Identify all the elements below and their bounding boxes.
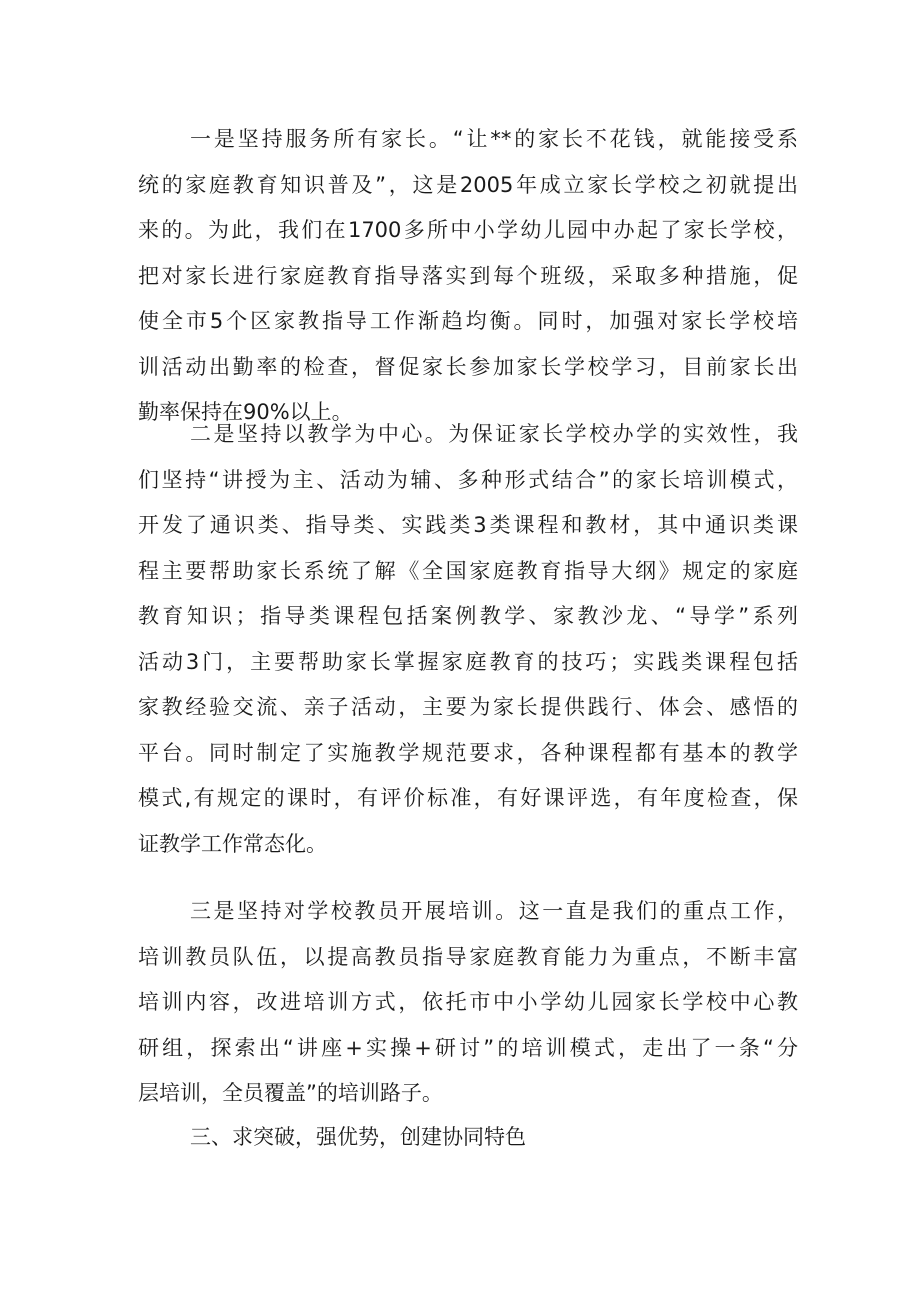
text-line: 教育知识；指导类课程包括案例教学、家教沙龙、“导学”系列	[138, 604, 798, 628]
text-line: 程主要帮助家长系统了解《全国家庭教育指导大纲》规定的家庭	[138, 558, 798, 583]
text-line: 二是坚持以教学为中心。为保证家长学校办学的实效性，我	[190, 422, 798, 446]
section-heading	[138, 1115, 798, 1161]
text-line: 模式,有规定的课时，有评价标准，有好课评选，有年度检查，保	[138, 786, 798, 810]
text-line: 训活动出勤率的检查，督促家长参加家长学校学习，目前家长出	[138, 354, 798, 379]
heading-line: 三、求突破，强优势，创建协同特色	[190, 1125, 526, 1149]
text-line: 来的。为此，我们在1700多所中小学幼儿园中办起了家长学校，	[138, 218, 798, 242]
text-line: 一是坚持服务所有家长。“让**的家长不花钱，就能接受系	[190, 127, 798, 151]
text-line: 活动3门，主要帮助家长掌握家庭教育的技巧；实践类课程包括	[138, 649, 798, 674]
text-line: 培训内容，改进培训方式，依托市中小学幼儿园家长学校中心教	[138, 990, 798, 1014]
text-line: 层培训，全员覆盖”的培训路子。	[138, 1081, 443, 1105]
text-line: 统的家庭教育知识普及”，这是2005年成立家长学校之初就提出	[138, 172, 798, 197]
paragraph-teacher-training	[138, 889, 798, 1117]
text-line: 三是坚持对学校教员开展培训。这一直是我们的重点工作，	[190, 899, 798, 923]
text-line: 把对家长进行家庭教育指导落实到每个班级，采取多种措施，促	[138, 263, 798, 288]
text-line: 培训教员队伍，以提高教员指导家庭教育能力为重点，不断丰富	[138, 944, 798, 969]
text-line: 们坚持“讲授为主、活动为辅、多种形式结合”的家长培训模式，	[138, 467, 798, 492]
text-line: 研组，探索出“讲座+实操+研讨”的培训模式，走出了一条“分	[138, 1035, 798, 1060]
text-line: 平台。同时制定了实施教学规范要求，各种课程都有基本的教学	[138, 740, 798, 765]
paragraph-serve-all-parents	[138, 117, 798, 436]
text-line: 勤率保持在90%以上。	[138, 400, 353, 424]
text-line: 使全市5个区家教指导工作渐趋均衡。同时，加强对家长学校培	[138, 309, 798, 333]
paragraph-teaching-centered	[138, 412, 798, 867]
text-line: 家教经验交流、亲子活动，主要为家长提供践行、体会、感悟的	[138, 695, 798, 719]
text-line: 开发了通识类、指导类、实践类3类课程和教材，其中通识类课	[138, 513, 798, 537]
text-line: 证教学工作常态化。	[138, 831, 327, 856]
